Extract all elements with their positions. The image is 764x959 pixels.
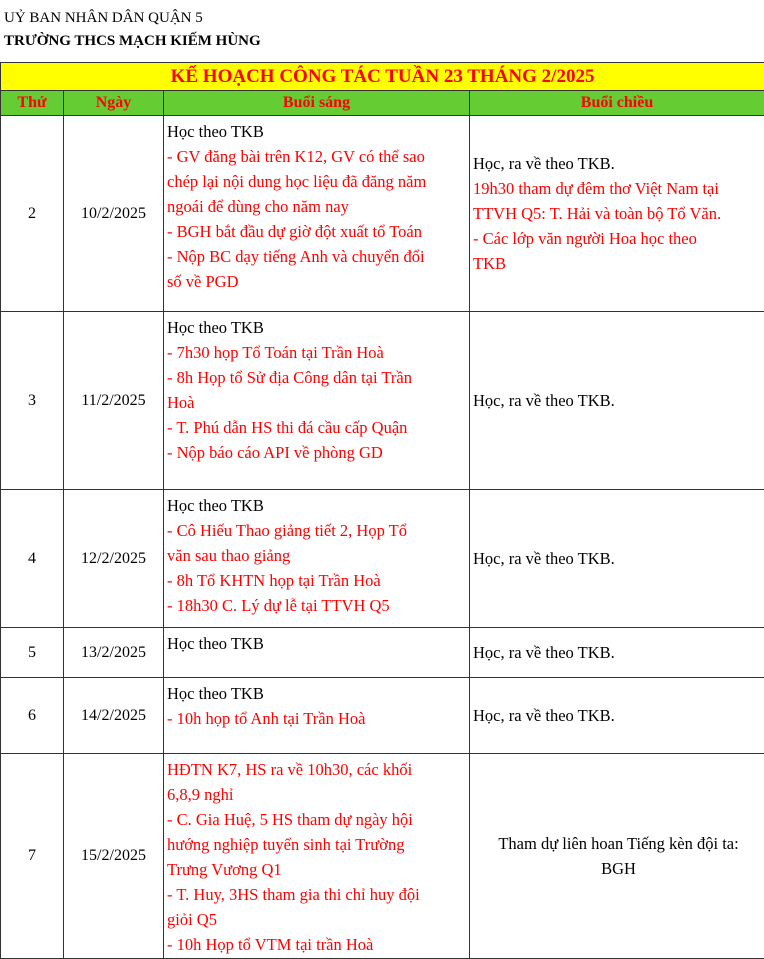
- afternoon-activity-line: - Các lớp văn người Hoa học theo: [473, 229, 697, 248]
- column-header-thu: Thứ: [1, 91, 64, 116]
- morning-activity-line: Hoà: [167, 393, 195, 412]
- morning-cell: [164, 312, 470, 490]
- table-row: [1, 754, 764, 959]
- table-row: [1, 116, 764, 312]
- morning-activity-line: 6,8,9 nghỉ: [167, 785, 234, 804]
- morning-activity-line: - C. Gia Huệ, 5 HS tham dự ngày hội: [167, 810, 413, 829]
- day-of-week-cell: 3: [1, 312, 64, 490]
- afternoon-cell: [470, 678, 764, 754]
- column-header-row: [1, 91, 764, 116]
- column-header-sang: Buổi sáng: [164, 91, 470, 116]
- morning-activity-line: - 18h30 C. Lý dự lễ tại TTVH Q5: [167, 596, 390, 615]
- morning-activity-line: Học theo TKB: [167, 634, 264, 653]
- morning-activity-line: chép lại nội dung học liệu đã đăng năm: [167, 172, 427, 191]
- day-of-week-cell: 6: [1, 678, 64, 754]
- column-header-ngay: Ngày: [64, 91, 164, 116]
- table-row: [1, 678, 764, 754]
- school-name: TRƯỜNG THCS MẠCH KIẾM HÙNG: [4, 33, 261, 49]
- morning-activity-line: HĐTN K7, HS ra về 10h30, các khối: [167, 760, 413, 779]
- plan-body: [1, 116, 764, 959]
- afternoon-activity-line: TKB: [473, 254, 506, 273]
- morning-activity-line: - GV đăng bài trên K12, GV có thể sao: [167, 147, 425, 166]
- afternoon-activity-line: BGH: [601, 859, 636, 878]
- morning-activity-line: - Nộp báo cáo API về phòng GD: [167, 443, 383, 462]
- afternoon-activity-line: Học, ra về theo TKB.: [473, 706, 615, 725]
- morning-activity-line: - Cô Hiếu Thao giảng tiết 2, Họp Tổ: [167, 521, 407, 540]
- afternoon-cell: [470, 312, 764, 490]
- date-cell: 12/2/2025: [64, 490, 164, 628]
- plan-title: KẾ HOẠCH CÔNG TÁC TUẦN 23 THÁNG 2/2025: [1, 63, 764, 91]
- morning-activity-line: - 10h Họp tổ VTM tại trần Hoà: [167, 935, 374, 954]
- date-cell: 14/2/2025: [64, 678, 164, 754]
- day-of-week-cell: 7: [1, 754, 64, 959]
- morning-activity-line: ngoái để dùng cho năm nay: [167, 197, 349, 216]
- table-row: [1, 312, 764, 490]
- morning-activity-line: giỏi Q5: [167, 910, 217, 929]
- morning-cell: [164, 116, 470, 312]
- morning-activity-line: văn sau thao giảng: [167, 546, 291, 565]
- day-of-week-cell: 2: [1, 116, 64, 312]
- morning-cell: [164, 628, 470, 678]
- morning-activity-line: Học theo TKB: [167, 496, 264, 515]
- morning-cell: [164, 490, 470, 628]
- morning-activity-line: - 10h họp tổ Anh tại Trần Hoà: [167, 709, 366, 728]
- column-header-chieu: Buổi chiều: [470, 91, 764, 116]
- morning-activity-line: số về PGD: [167, 272, 239, 291]
- afternoon-activity-line: Học, ra về theo TKB.: [473, 643, 615, 662]
- morning-cell: [164, 678, 470, 754]
- district-committee-name: UỶ BAN NHÂN DÂN QUẬN 5: [4, 10, 203, 26]
- morning-activity-line: - T. Phú dẫn HS thi đá cầu cấp Quận: [167, 418, 408, 437]
- morning-activity-line: - T. Huy, 3HS tham gia thi chỉ huy đội: [167, 885, 420, 904]
- morning-activity-line: hướng nghiệp tuyển sinh tại Trường: [167, 835, 405, 854]
- afternoon-activity-line: TTVH Q5: T. Hải và toàn bộ Tổ Văn.: [473, 204, 722, 223]
- afternoon-activity-line: Học, ra về theo TKB.: [473, 549, 615, 568]
- date-cell: 11/2/2025: [64, 312, 164, 490]
- morning-activity-line: Học theo TKB: [167, 318, 264, 337]
- morning-cell: [164, 754, 470, 959]
- afternoon-cell: [470, 116, 764, 312]
- morning-activity-line: Trưng Vương Q1: [167, 860, 282, 879]
- morning-activity-line: - 8h Họp tổ Sử địa Công dân tại Trần: [167, 368, 412, 387]
- weekly-plan-table: [0, 62, 764, 959]
- morning-activity-line: Học theo TKB: [167, 684, 264, 703]
- table-row: [1, 490, 764, 628]
- morning-activity-line: - 8h Tổ KHTN họp tại Trần Hoà: [167, 571, 381, 590]
- afternoon-cell: [470, 628, 764, 678]
- afternoon-cell: [470, 490, 764, 628]
- date-cell: 13/2/2025: [64, 628, 164, 678]
- table-row: [1, 628, 764, 678]
- day-of-week-cell: 4: [1, 490, 64, 628]
- afternoon-activity-line: Tham dự liên hoan Tiếng kèn đội ta:: [498, 834, 739, 853]
- afternoon-cell: [470, 754, 764, 959]
- document-header: [0, 0, 764, 62]
- date-cell: 10/2/2025: [64, 116, 164, 312]
- morning-activity-line: Học theo TKB: [167, 122, 264, 141]
- day-of-week-cell: 5: [1, 628, 64, 678]
- title-row: [1, 63, 764, 91]
- afternoon-activity-line: Học, ra về theo TKB.: [473, 391, 615, 410]
- afternoon-activity-line: 19h30 tham dự đêm thơ Việt Nam tại: [473, 179, 719, 198]
- afternoon-activity-line: Học, ra về theo TKB.: [473, 154, 615, 173]
- morning-activity-line: - BGH bắt đầu dự giờ đột xuất tổ Toán: [167, 222, 422, 241]
- morning-activity-line: - Nộp BC dạy tiếng Anh và chuyển đổi: [167, 247, 425, 266]
- date-cell: 15/2/2025: [64, 754, 164, 959]
- morning-activity-line: - 7h30 họp Tổ Toán tại Trần Hoà: [167, 343, 384, 362]
